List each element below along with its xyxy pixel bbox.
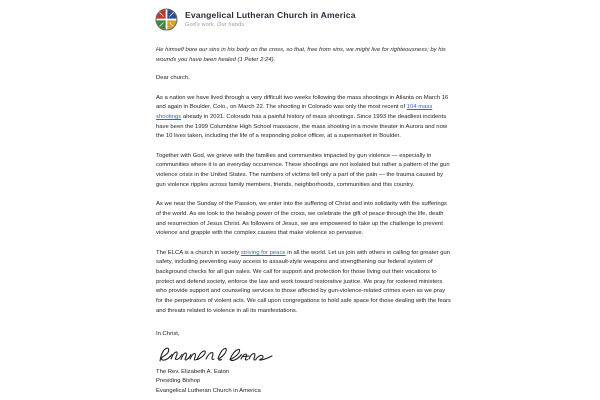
mass-shootings-link[interactable]: 104 mass shootings (156, 104, 433, 120)
masthead-text (185, 11, 356, 28)
paragraph-passion: As we near the Sunday of the Passion, we enter into the suffering of Christ and into solidarity with the sufferings of the world. As we look to the healing power of the cross, we celebrate the gift of peace through the life, death and resurrection of Jesus Christ. As followers of Jesus, we are empowered to take up the challenge to prevent violence and grapple with the complex causes that make violence so pervasive. (156, 201, 447, 237)
paragraph-grieve: Together with God, we grieve with the families and communities impacted by gun violence — especially in communities where it is an everyday occurrence. These shootings are not isolated but rather a pattern of the gun violence crisis in the United States. The numbers of victims tell only a part of the pain — the trauma caused by gun violence ripples across family members, friends, neighborhoods, communities and this country. (156, 152, 450, 188)
salutation: Dear church, (156, 75, 190, 82)
organization-name: Evangelical Lutheran Church in America (185, 9, 356, 20)
signoff-title: Presiding Bishop (156, 378, 201, 385)
paragraph-nation-text-after: already in 2021. Colorado has a painful history of mass shootings. Since 1993 the deadliest incidents have been the 1999 Columbine High School massacre, the mass shooting in a movie theater in Aurora and now the 10 lives taken, including the life of a responding police officer, at a supermarket in Boulder. (156, 113, 448, 140)
scripture-quote: He himself bore our sins in his body on the cross, so that, free from sins, we might live for righteousness; by his wounds you have been healed (1 Peter 2:24). (156, 47, 446, 63)
paragraph-elca-text-after: in all the world. Let us join with others in calling for greater gun safety, including preventing easy access to assault-style weapons and strengthening our federal system of background checks for all gun sales. We call for support and protection for those living out their vocations to protect and defend society, enforce the law and work toward restorative justice. We pray for rostered ministers who provide support and counseling services to those affected by gun-violence-related crimes even as we pray for the perpetrators of violent acts. We call upon congregations to hold safe space for those dealing with the fears and threats related to violence in all its manifestations. (156, 249, 451, 314)
organization-tagline: God's work. Our hands. (185, 21, 246, 28)
signoff-block (156, 368, 452, 397)
signoff-organization: Evangelical Lutheran Church in America (156, 387, 261, 394)
elca-shield-logo-icon (155, 8, 178, 31)
paragraph-nation-text-before: As a nation we have lived through a very difficult two weeks following the mass shootings in Atlanta on March 16 and again in Boulder, Colo., on March 22. The shooting in Colorado was only the most recent of (156, 94, 449, 111)
signoff-name: The Rev. Elizabeth A. Eaton (156, 368, 230, 375)
paragraph-elca (156, 249, 452, 316)
masthead (155, 8, 356, 31)
paragraph-nation (156, 94, 452, 142)
closing-phrase: In Christ, (156, 331, 180, 338)
striving-for-peace-link[interactable]: striving for peace (240, 249, 286, 256)
paragraph-elca-text-before: The ELCA is a church in society (156, 249, 241, 256)
letter-body (156, 46, 452, 396)
handwritten-signature-icon (156, 344, 452, 366)
